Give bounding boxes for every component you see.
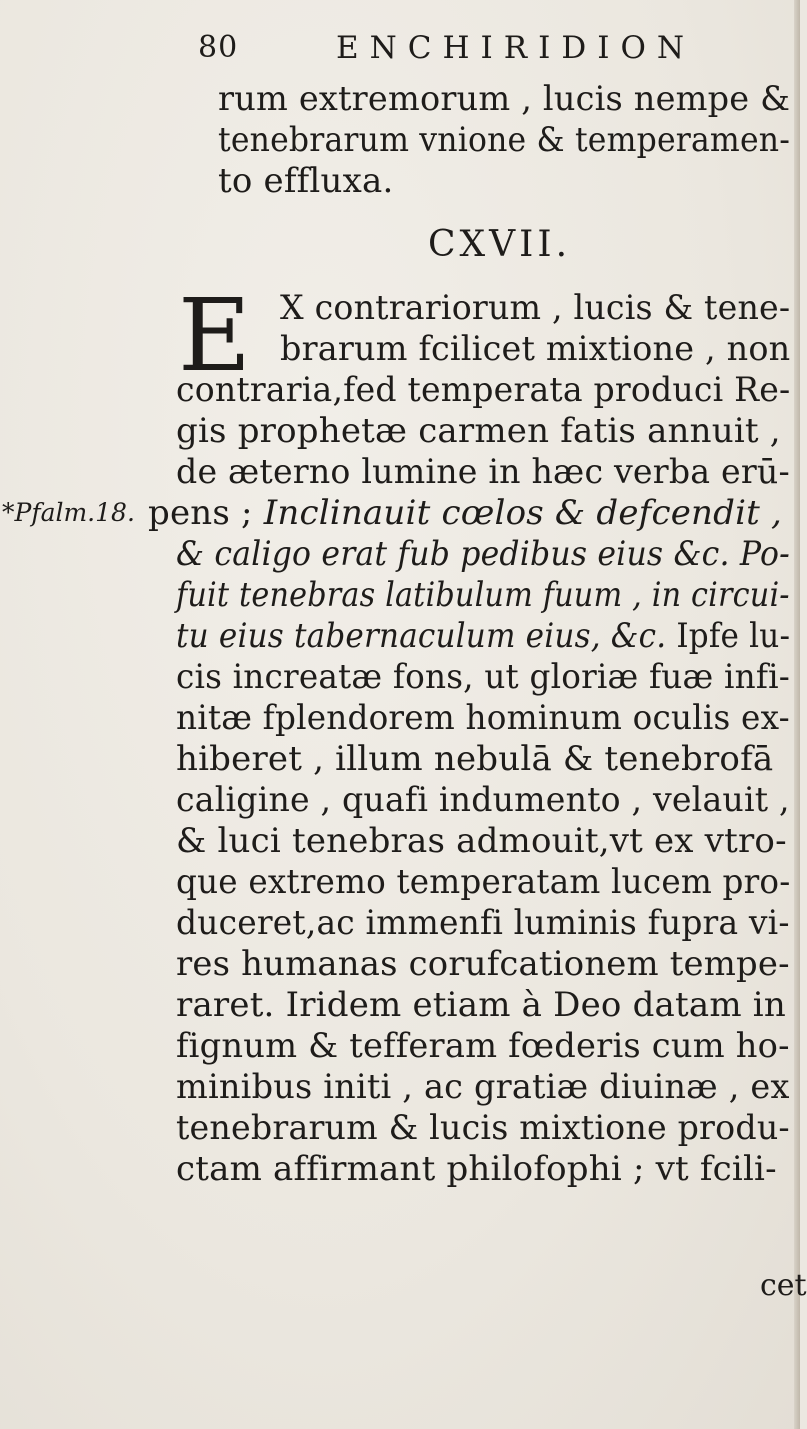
text-line: nitæ fplendorem hominum oculis ex- xyxy=(176,698,790,738)
quotation-span: tu eius tabernaculum eius, &c. xyxy=(176,616,667,656)
text-line: fignum & tefferam fœderis cum ho- xyxy=(176,1026,790,1066)
text-line: contraria,fed temperata produci Re- xyxy=(176,370,791,410)
quotation-line: & caligo erat fub pedibus eius &c. Po- xyxy=(176,534,790,574)
text-line: ctam affirmant philofophi ; vt fcili- xyxy=(176,1149,777,1189)
text-line: to effluxa. xyxy=(218,161,394,201)
quotation-span: Inclinauit cœlos & defcendit , xyxy=(263,493,783,533)
text-line xyxy=(148,493,782,533)
text-line: res humanas corufcationem tempe- xyxy=(176,944,790,984)
text-line: cis increatæ fons, ut gloriæ fuæ infi- xyxy=(176,657,791,697)
margin-note: *Pfalm.18. xyxy=(2,498,135,527)
text-line: brarum fcilicet mixtione , non xyxy=(280,329,791,369)
text-line: hiberet , illum nebulā & tenebrofā xyxy=(176,739,774,779)
text-line: que extremo temperatam lucem pro- xyxy=(176,862,791,902)
text-line: caligine , quafi indumento , velauit , xyxy=(176,780,790,820)
catchword: cet xyxy=(760,1268,807,1303)
running-header xyxy=(198,30,798,70)
text-line: duceret,ac immenfi luminis fupra vi- xyxy=(176,903,790,943)
text-line: minibus initi , ac gratiæ diuinæ , ex xyxy=(176,1067,790,1107)
page-edge xyxy=(794,0,800,1429)
running-title: ENCHIRIDION xyxy=(336,30,695,66)
text-span: pens ; xyxy=(148,493,253,533)
section-heading: CXVII. xyxy=(428,224,572,265)
text-line: X contrariorum , lucis & tene- xyxy=(280,288,791,328)
drop-cap: E xyxy=(178,277,251,394)
quotation-line: fuit tenebras latibulum fuum , in circui- xyxy=(176,575,790,615)
text-line: tenebrarum & lucis mixtione produ- xyxy=(176,1108,790,1148)
page-number: 80 xyxy=(198,30,239,65)
text-span: Ipfe lu- xyxy=(676,616,791,656)
text-line xyxy=(176,616,790,656)
text-line: rum extremorum , lucis nempe & xyxy=(218,79,791,119)
text-line: gis prophetæ carmen fatis annuit , xyxy=(176,411,781,451)
text-line: raret. Iridem etiam à Deo datam in xyxy=(176,985,786,1025)
text-line: tenebrarum vnione & temperamen- xyxy=(218,120,791,160)
text-line: de æterno lumine in hæc verba erū- xyxy=(176,452,790,492)
text-line: & luci tenebras admouit,vt ex vtro- xyxy=(176,821,787,861)
